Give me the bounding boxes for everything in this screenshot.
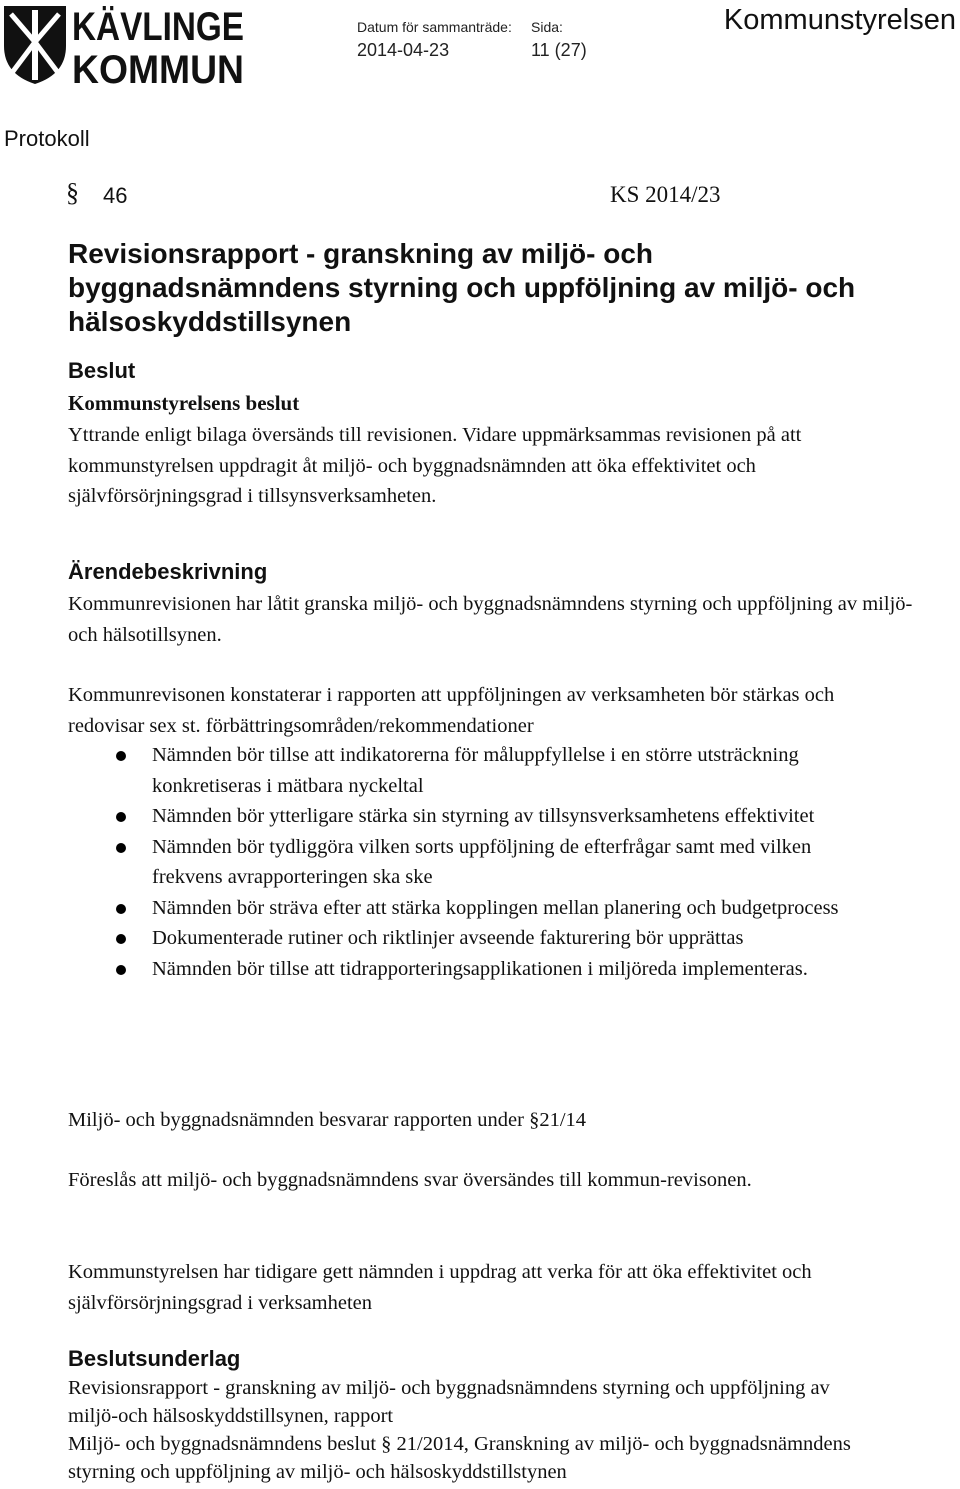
logo-text-line1: KÄVLINGE xyxy=(72,5,244,49)
list-item xyxy=(0,740,852,801)
organization-name: Kommunstyrelsen xyxy=(723,4,956,36)
meeting-date-value: 2014-04-23 xyxy=(357,40,450,60)
list-item-text: Dokumenterade rutiner och riktlinjer avseende fakturering bör upprättas xyxy=(152,927,744,949)
page-label: Sida: xyxy=(531,19,563,35)
beslut-heading: Beslut xyxy=(68,358,136,383)
bullet-icon xyxy=(116,843,126,853)
list-item xyxy=(0,923,852,954)
coat-of-arms-icon xyxy=(4,6,66,84)
arendebeskrivning-heading: Ärendebeskrivning xyxy=(68,559,268,584)
bullet-icon xyxy=(116,751,126,761)
section-title: Revisionsrapport - granskning av miljö- och byggnadsnämndens styrning och uppföljning av miljö- och hälsoskyddstillsynen xyxy=(68,238,856,337)
beslut-text: Yttrande enligt bilaga översänds till revisionen. Vidare uppmärksammas revisionen på att kommunstyrelsen uppdragit åt miljö- och byggnadsnämnden att öka effektivitet och självförsörjningsgrad i tillsynsverksamheten. xyxy=(68,424,802,507)
beslutsunderlag-heading: Beslutsunderlag xyxy=(68,1346,241,1371)
bullet-icon xyxy=(116,812,126,822)
beslutsunderlag-item-2: Miljö- och byggnadsnämndens beslut § 21/2014, Granskning av miljö- och byggnadsnämndens styrning och uppföljning av miljö- och hälsoskyddstillstynen xyxy=(68,1433,851,1483)
beslutsunderlag-item-1: Revisionsrapport - granskning av miljö- och byggnadsnämndens styrning och uppföljning av miljö-och hälsoskyddstillsynen, rapport xyxy=(68,1377,830,1427)
bullet-icon xyxy=(116,965,126,975)
page-number: 11 (27) xyxy=(531,40,587,60)
list-item-text: Nämnden bör ytterligare stärka sin styrning av tillsynsverksamhetens effektivitet xyxy=(152,805,815,827)
bullet-icon xyxy=(116,934,126,944)
arendebeskrivning-p2: Kommunrevisonen konstaterar i rapporten att uppföljningen av verksamheten bör stärkas och redovisar sex st. förbättringsområden/rekommendationer xyxy=(68,684,835,737)
arendebeskrivning-p3: Miljö- och byggnadsnämnden besvarar rapporten under §21/14 xyxy=(68,1109,587,1131)
arendebeskrivning-p1: Kommunrevisionen har låtit granska miljö- och byggnadsnämndens styrning och uppföljning av miljö- och hälsotillsynen. xyxy=(68,593,913,646)
section-number: 46 xyxy=(103,183,128,208)
list-item-text: Nämnden bör sträva efter att stärka kopplingen mellan planering och budgetprocess xyxy=(152,896,839,919)
list-item-text: Nämnden bör tillse att tidrapporteringsapplikationen i miljöreda implementeras. xyxy=(152,957,808,980)
list-item xyxy=(0,893,852,924)
meeting-date-label: Datum för sammanträde: xyxy=(357,19,512,35)
list-item-text: Nämnden bör tillse att indikatorerna för måluppfyllelse i en större utsträckning konkretiseras i mätbara nyckeltal xyxy=(152,744,799,797)
bullet-icon xyxy=(116,904,126,914)
kommunstyrelsens-beslut-heading: Kommunstyrelsens beslut xyxy=(68,391,300,415)
municipality-logo xyxy=(0,2,250,92)
list-item xyxy=(0,832,852,893)
case-number: KS 2014/23 xyxy=(610,182,721,207)
document-type: Protokoll xyxy=(4,126,90,151)
paragraph-sign: § xyxy=(66,178,79,207)
recommendations-list xyxy=(0,740,960,984)
list-item xyxy=(0,954,852,985)
logo-text-line2: KOMMUN xyxy=(72,48,244,92)
arendebeskrivning-p4: Föreslås att miljö- och byggnadsnämndens svar översändes till kommun-revisonen. xyxy=(68,1169,752,1191)
list-item-text: Nämnden bör tydliggöra vilken sorts uppföljning de efterfrågar samt med vilken frekvens avrapporteringen ska ske xyxy=(152,835,812,888)
arendebeskrivning-p5: Kommunstyrelsen har tidigare gett nämnden i uppdrag att verka för att öka effektivitet och självförsörjningsgrad i verksamheten xyxy=(68,1261,812,1314)
list-item xyxy=(0,801,852,832)
